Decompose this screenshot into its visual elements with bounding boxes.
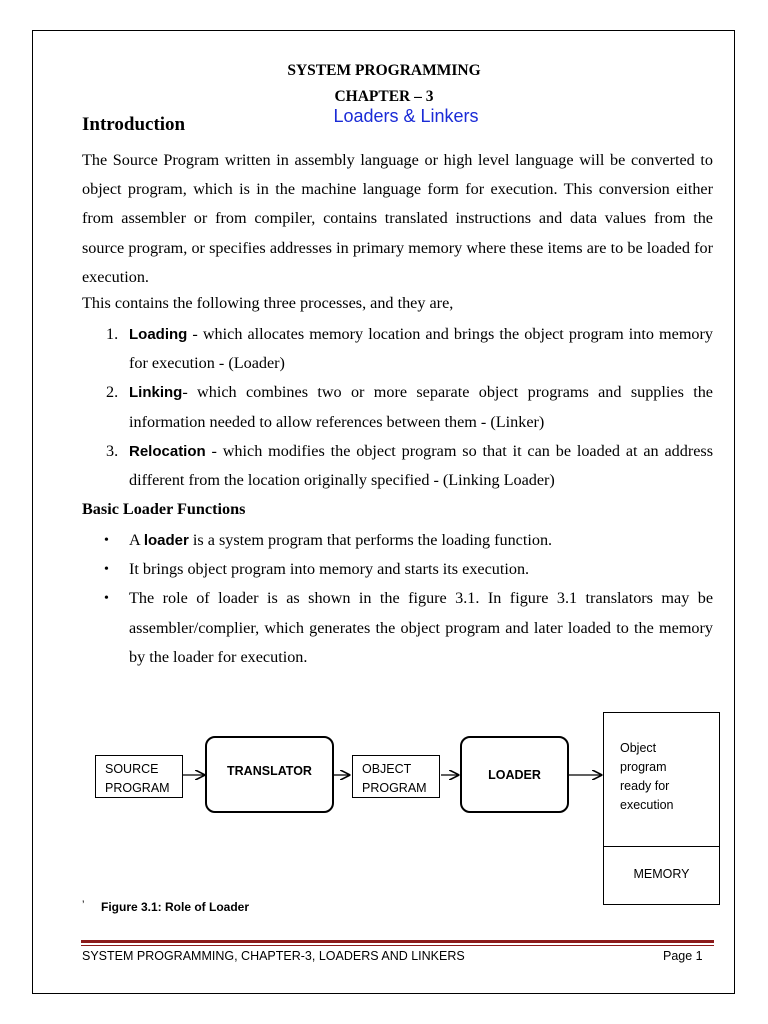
object-program-box (352, 755, 440, 798)
chapter-subtitle: Loaders & Linkers (333, 106, 479, 126)
process-term: Loading (129, 326, 188, 343)
document-title: SYSTEM PROGRAMMING (287, 62, 481, 79)
list-number: 3. (106, 441, 119, 460)
chapter-label: CHAPTER – 3 (334, 88, 434, 105)
footer-rule (81, 940, 714, 943)
list-number: 2. (106, 383, 119, 402)
figure-caption: Figure 3.1: Role of Loader (101, 900, 250, 914)
list-number: 1. (106, 325, 119, 343)
bullet-text: The role of loader is as shown in the figure 3.1. In figure 3.1 translators may be assembler/complier, which generates the object program and later loaded to the memory by the loader for execution. (129, 589, 713, 666)
bullet-text: A (129, 531, 144, 549)
loader-label: LOADER (488, 767, 541, 782)
bullet-text: It brings object program into memory and starts its execution. (129, 560, 530, 579)
memory-text: ready for (620, 779, 670, 793)
bullet-icon: • (104, 533, 109, 548)
process-description: - which combines two or more separate object programs and supplies the information needed to allow references between them - (Linker) (129, 383, 713, 431)
bullet-term: loader (143, 532, 189, 549)
process-term: Relocation (129, 442, 206, 460)
memory-text: program (620, 760, 667, 774)
figure-mark: ’ (82, 899, 85, 911)
intro-lead-in: This contains the following three processes, and they are, (82, 294, 454, 312)
object-program-label: PROGRAM (362, 781, 427, 795)
source-program-label: PROGRAM (105, 781, 170, 795)
loader-box (460, 736, 569, 813)
source-program-box (95, 755, 183, 798)
process-description: - which allocates memory location and brings the object program into memory for execution - (Loader) (129, 325, 713, 373)
footer-title: SYSTEM PROGRAMMING, CHAPTER-3, LOADERS AND LINKERS (82, 949, 465, 963)
intro-paragraph: The Source Program written in assembly language or high level language will be converted to object program, which is in the machine language form for execution. This conversion either from assembler or from compiler, contains translated instructions and data values from the source program, or specifies addresses in primary memory where these items are to be loaded for execution. (82, 151, 713, 286)
bullet-text: is a system program that performs the loading function. (188, 531, 553, 549)
memory-box (603, 712, 720, 905)
section-heading: Basic Loader Functions (82, 500, 246, 518)
intro-heading: Introduction (82, 114, 186, 135)
process-term: Linking (129, 384, 183, 402)
memory-text: execution (620, 798, 674, 812)
translator-label: TRANSLATOR (227, 764, 312, 778)
bullet-icon: • (104, 591, 109, 607)
footer-rule (81, 945, 714, 946)
source-program-label: SOURCE (105, 762, 159, 776)
memory-contents (620, 739, 674, 815)
memory-divider (604, 846, 719, 847)
page-number: Page 1 (663, 949, 703, 963)
memory-text: Object (620, 741, 657, 755)
object-program-label: OBJECT (362, 762, 412, 776)
process-description: - which modifies the object program so that it can be loaded at an address different from the location originally specified - (Linking Loader) (129, 441, 713, 490)
translator-box (205, 736, 334, 813)
memory-label: MEMORY (633, 867, 690, 881)
bullet-icon: • (104, 562, 109, 578)
